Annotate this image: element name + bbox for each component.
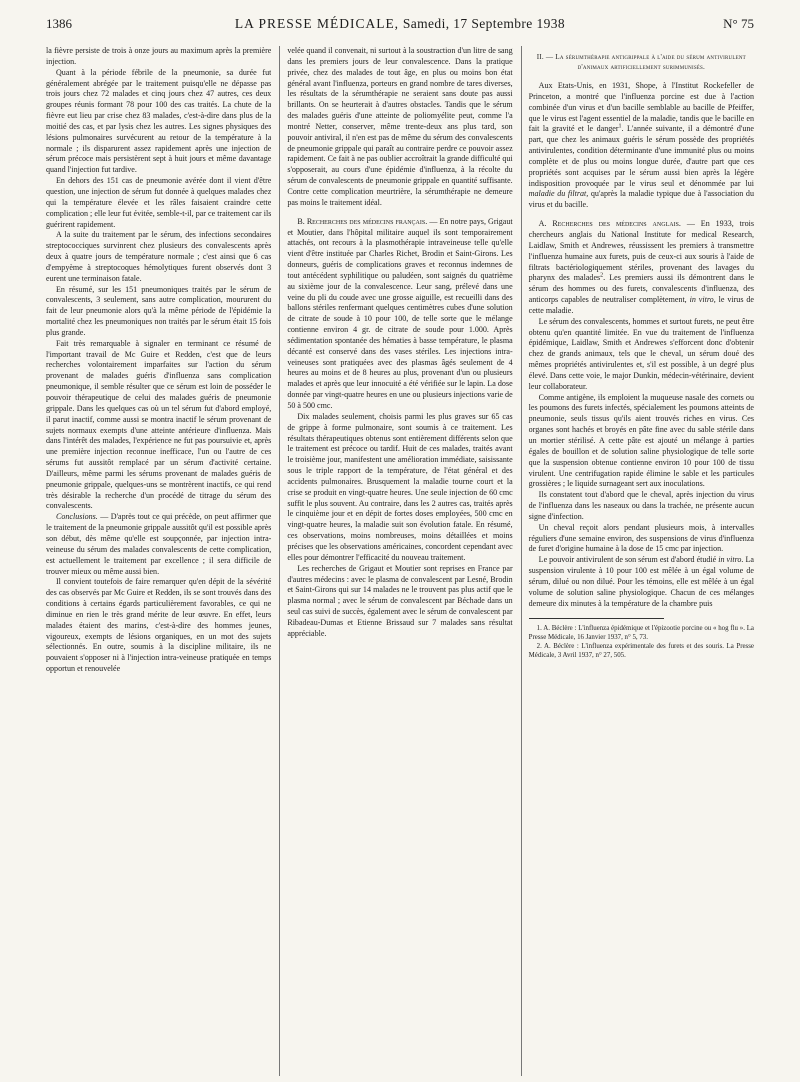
paragraph-text: — En 1933, trois chercheurs anglais du National Institute for medical Research, Laidlaw, Smith et Andrewes, réussissent les premiers à transmettre l'influenza humaine aux furets, puis de ceux-ci aux souris à l'aide de filtrats bactériologiquement stériles, provenant des lavages du pharynx des malades bbox=[528, 219, 754, 283]
paragraph: Comme antigène, ils emploient la muqueuse nasale des cornets ou les poumons des furets infectés, spécialement les poumons atteints de pneumonie, seuls tissus qu'ils aient trouvés riches en virus. Ces organes sont hachés et broyés en pâte fine avec du sable stérile dans un mortier stérilisé. A cette pâte est ajouté un mélange à parties égales de bouillon et de solution saline physiologique de telle sorte que la suspension obtenue contienne environ 10 pour 100 de tissu virulent. Une centrifugation rapide élimine le sable et les particules grossières ; le liquide surnageant sert aux inoculations. bbox=[528, 392, 754, 489]
conclusions-lead: Conclusions. bbox=[56, 512, 98, 522]
paragraph-text: le virus de cette maladie. bbox=[528, 295, 754, 315]
subsection-heading: A. Recherches des médecins anglais. bbox=[538, 219, 681, 229]
paragraph: Quant à la période fébrile de la pneumonie, sa durée fut généralement abrégée par le traitement puisqu'elle ne dépasse pas trois jours chez 72 malades et cinq jours chez 47 autres, ces deux groupes réunis formant 78 pour 100 des cas traités. La chute de la fièvre eut lieu par crise chez 83 malades, c'est-à-dire dans plus de la moitié des cas, et par lysis chez les autres. Les signes physiques des lésions pulmonaires survécurent au retour de la température à la normale ; ils disparurent assez rapidement après une injection de sérum précoce mais persistèrent sept à huit jours et même davantage quand l'injection fut tardive. bbox=[46, 67, 272, 175]
paragraph-text: qu'après la maladie typique due à l'association du virus et du bacille. bbox=[528, 189, 754, 210]
paragraph: Un cheval reçoit alors pendant plusieurs mois, à intervalles réguliers d'une semaine environ, des suspensions de virus d'influenza de furet d'origine humaine à la dose de 15 cmc par injection. bbox=[528, 522, 754, 554]
paragraph: Fait très remarquable à signaler en terminant ce résumé de l'important travail de Mc Guire et Redden, c'est que de leurs recherches volontairement imparfaites sur l'action du sérum provenant de malades guéris d'influenza sans complication pneumonique, il semble résulter que ce sérum est loin de posséder le pouvoir thérapeutique de celui des malades guéris de pneumonie grippale. Dans les quelques cas où un tel sérum fut d'abord employé, il parut inactif, comme aussi se montra inactif le sérum provenant de sujets normaux exempts d'une atteinte antérieure d'influenza. Mais dans l'intérêt des malades, l'expérience ne fut pas poursuivie et, après une première injection reconnue inefficace, l'un ou l'autre de ces sérums fut aussitôt remplacé par un sérum d'activité certaine. D'ailleurs, même parmi les sérums provenant de malades guéris de pneumonie grippale, quelques-uns se montrèrent inactifs, ce qui rend très désirable la recherche d'un procédé de titrage du sérum des convalescents. bbox=[46, 338, 272, 511]
paragraph bbox=[529, 81, 754, 211]
paragraph-text: Aux Etats-Unis, en 1931, Shope, à l'Institut Rockefeller de Princeton, a montré que l'influenza porcine est due à l'action combinée d'un virus et d'un bacille semblable au bacille de Pfeiffer, que le virus est l'agent essentiel de la maladie, tandis que le bacille en fait la gravité et le danger bbox=[528, 81, 754, 134]
paragraph-text: — D'après tout ce qui précède, on peut affirmer que le traitement de la pneumonie grippale aussitôt qu'il est possible après son début, dès même qu'elle est soupçonnée, par injection intra-veineuse du sérum des malades convalescents de cette complication, est actuellement le traitement par excellence ; il sera difficile de trouver mieux ou même aussi bien. bbox=[46, 512, 272, 576]
paragraph-text: La suspension virulente à 10 pour 100 est mêlée à un égal volume de sérum, dilué ou non dilué. Pour les témoins, elle est mêlée à un égal volume de solution saline physiologique. Chacun de ces mélanges demeure dix minutes à la température de la chambre puis bbox=[528, 555, 754, 608]
journal-title: LA PRESSE MÉDICALE, bbox=[234, 16, 400, 31]
column-3 bbox=[521, 46, 754, 1076]
paragraph: A la suite du traitement par le sérum, des infections secondaires streptococciques survinrent chez plusieurs des convalescents après deux à quatre jours de température normale ; c'est ainsi que 6 cas d'empyème à streptocoques hémolytiques furent observés dont 3 eurent une terminaison fatale. bbox=[46, 230, 272, 283]
paragraph: velée quand il convenait, ni surtout à la soustraction d'un litre de sang dans les premiers jours de leur convalescence. Dans la pratique privée, chez des malades de tout âge, en plus ou moins bon état général avant l'influenza, porteurs en grand nombre de tares diverses, les résultats de la sérumthérapie ne seraient sans doute pas aussi brillants. On se heurterait à d'autres obstacles. Tandis que le sérum des malades guéris d'une atteinte de poliomyélite peut, comme l'a montré Netter, conserver, même trente-deux ans plus tard, son pouvoir antiviral, il n'en est pas de même du sérum des convalescents de pneumonie grippale qui paraît au contraire perdre ce pouvoir assez rapidement. Ce fait à ne pas oublier accroîtrait la grande difficulté qui s'opposerait, au cours d'une épidémie d'influenza, à la récolte du sérum de convalescents de pneumonie grippale en quantité suffisante. Contre cette complication meurtrière, la sérumthérapie ne demeure pas moins le traitement idéal. bbox=[287, 46, 513, 207]
italic-term: maladie du filtrat, bbox=[528, 189, 589, 199]
paragraph-text: — En notre pays, Grigaut et Moutier, dans l'hôpital militaire auquel ils sont temporairement attachés, ont recours à la plasmothérapie intraveineuse telle qu'elle vient d'être instituée par Charles Richet, Brodin et Saint-Girons. Les donneurs, guéris de complications graves et reconnus indemnes de tout antécédent syphilitique ou paludéen, sont saignés du quatrième au sixième jour de la convalescence. Leur sang, prélevé dans une veine du pli du coude avec une grosse aiguille, est recueilli dans des ballons stériles renfermant quelques centimètres cubes d'une solution de citrate de soude à 10 pour 100, de telle sorte que le mélange contienne environ 4 gr. de citrate de soude pour 1.000. Après sédimentation spontanée des hématies à basse température, le plasma décanté est conservé dans des vases stériles. Les injections intra-veineuses sont pratiquées avec des plasmas âgés seulement de 4 heures au moins et de 8 heures au plus, provenant d'un ou plusieurs malades et après que leur innocuité a été vérifiée sur le lapin. La dose donnée par vingt-quatre heures en une ou plusieurs injections varie de 50 à 500 cmc. bbox=[287, 216, 513, 410]
issue-number: N° 75 bbox=[723, 16, 754, 31]
issue-date: Samedi, 17 Septembre 1938 bbox=[402, 16, 566, 31]
paragraph bbox=[529, 555, 754, 609]
paragraph: Dix malades seulement, choisis parmi les plus graves sur 65 cas de grippe à forme pulmonaire, sont soumis à ce traitement. Les résultats thérapeutiques obtenus sont entièrement différents selon que le traitement est précoce ou tardif. Huit de ces malades, traités avant le troisième jour, manifestent une amélioration immédiate, saisissante sous le triple rapport de la température, de l'état général et des accidents pulmonaires. Brusquement la maladie tourne court et la crise se produit en vingt-quatre heures. Une seule injection de 60 cmc suffit le plus souvent. Au contraire, dans les 2 autres cas, traités après le cinquième jour et en dépit de fortes doses employées, 500 cmc en vingt-quatre heures, la maladie suit son évolution fatale. En résumé, ces observations, moins nombreuses, moins détaillées et moins précises que les observations américaines, concordent cependant avec elles pour démontrer l'efficacité du nouveau traitement. bbox=[287, 411, 513, 562]
paragraph-conclusions bbox=[46, 512, 271, 577]
paragraph-french-research bbox=[287, 217, 512, 412]
footnote: 2. A. Béclère : L'influenza expérimentale des furets et des souris. La Presse Médicale, 3 Avril 1937, n° 27, 505. bbox=[528, 642, 754, 659]
footnote-divider bbox=[529, 618, 664, 619]
paragraph-text: . L'année suivante, il a démontré d'une part, que chez les animaux guéris le sérum possède des propriétés antivirulentes, condition déterminante d'une immunité plus ou moins complète et de plus ou moins longue durée, d'autre part que ces propriétés sont acquises par le sérum aussi bien après la légère indisposition provoquée par le virus seul et dénommée par lui bbox=[528, 124, 754, 188]
paragraph: Il convient toutefois de faire remarquer qu'en dépit de la sévérité des cas observés par Mc Guire et Redden, ils se sont trouvés dans des conditions à certains égards particulièrement favorables, ce qui ne diminue en rien le très grand mérite de leur œuvre. En effet, leurs malades étaient des marins, c'est-à-dire des hommes jeunes, vigoureux, exempts de lésions organiques, en un mot des sujets sélectionnés. En outre, soumis à la discipline militaire, ils ne pouvaient s'opposer ni à l'injection intra-veineuse pratiquée en temps opportun et renouvelée bbox=[46, 577, 272, 674]
running-title bbox=[235, 16, 565, 32]
paragraph: Le sérum des convalescents, hommes et surtout furets, ne peut être obtenu qu'en quantité limitée. En vue du traitement de l'influenza épidémique, Laidlaw, Smith et Andrewes s'efforcent donc d'obtenir chez de grands animaux, tels que le cheval, un sérum doué des mêmes propriétés antivirulentes et, s'il est possible, à un degré plus élevé. Dans cette voie, le major Dunkin, médecin-vétérinaire, devient leur collaborateur. bbox=[528, 316, 754, 391]
page-number: 1386 bbox=[46, 16, 72, 31]
paragraph: Ils constatent tout d'abord que le cheval, après injection du virus de l'influenza dans les naseaux ou dans la trachée, ne présente aucun signe d'infection. bbox=[528, 490, 754, 521]
footnotes bbox=[529, 624, 754, 660]
paragraph: la fièvre persiste de trois à onze jours au maximum après la première injection. bbox=[46, 46, 272, 66]
italic-term: in vitro. bbox=[718, 555, 744, 565]
footnote-ref: 1 bbox=[618, 123, 622, 130]
paragraph-text: Le pouvoir antivirulent de son sérum est d'abord étudié bbox=[538, 555, 719, 565]
paragraph: En résumé, sur les 151 pneumoniques traités par le sérum de convalescents, 3 seulement, sans autre complication, moururent du fait de leur pneumonie alors qu'à la même période de l'épidémie la mortalité chez les pneumoniques non traités par le sérum était 15 fois plus grande. bbox=[46, 284, 272, 337]
footnote-ref: 2 bbox=[600, 272, 604, 279]
subsection-heading: B. Recherches des médecins français. bbox=[297, 216, 428, 226]
italic-term: in vitro, bbox=[689, 295, 716, 305]
paragraph-english-research bbox=[529, 219, 754, 317]
column-2 bbox=[279, 46, 512, 1076]
article-columns bbox=[46, 46, 754, 1076]
section-title: II. — La sérumthérapie antigrippale à l'aide du sérum antivirulent d'animaux artificiellement surimmunisés. bbox=[536, 53, 746, 71]
page-header bbox=[46, 16, 754, 40]
paragraph: En dehors des 151 cas de pneumonie avérée dont il vient d'être question, une injection de sérum fut donnée à quelques malades chez qui la température élevée et les râles faisaient craindre cette complication ; elle leur fut évitée, semble-t-il, par ce traitement car ils guérirent rapidement. bbox=[46, 176, 272, 229]
column-1 bbox=[46, 46, 271, 1076]
paragraph: Les recherches de Grigaut et Moutier sont reprises en France par d'autres médecins : avec le plasma de convalescent par Lesné, Brodin et Saint-Girons qui sur 14 malades ne le trouvent pas plus actif que le plasma normal ; avec le sérum de convalescent par Béchade dans un seul cas suivi de succès, également avec le sérum de convalescent par Ribadeau-Dumas et Etienne Brissaud sur 7 malades sans résultat appréciable. bbox=[287, 563, 513, 638]
footnote: 1. A. Béclère : L'influenza épidémique et l'épizootie porcine ou « hog flu ». La Presse Médicale, 16 Janvier 1937, n° 5, 73. bbox=[528, 624, 754, 641]
paragraph-text: . Les premiers aussi ils démontrent dans le sérum des hommes ou des furets, convalescents d'influenza, des anticorps capables de neutraliser complètement, bbox=[528, 273, 754, 305]
